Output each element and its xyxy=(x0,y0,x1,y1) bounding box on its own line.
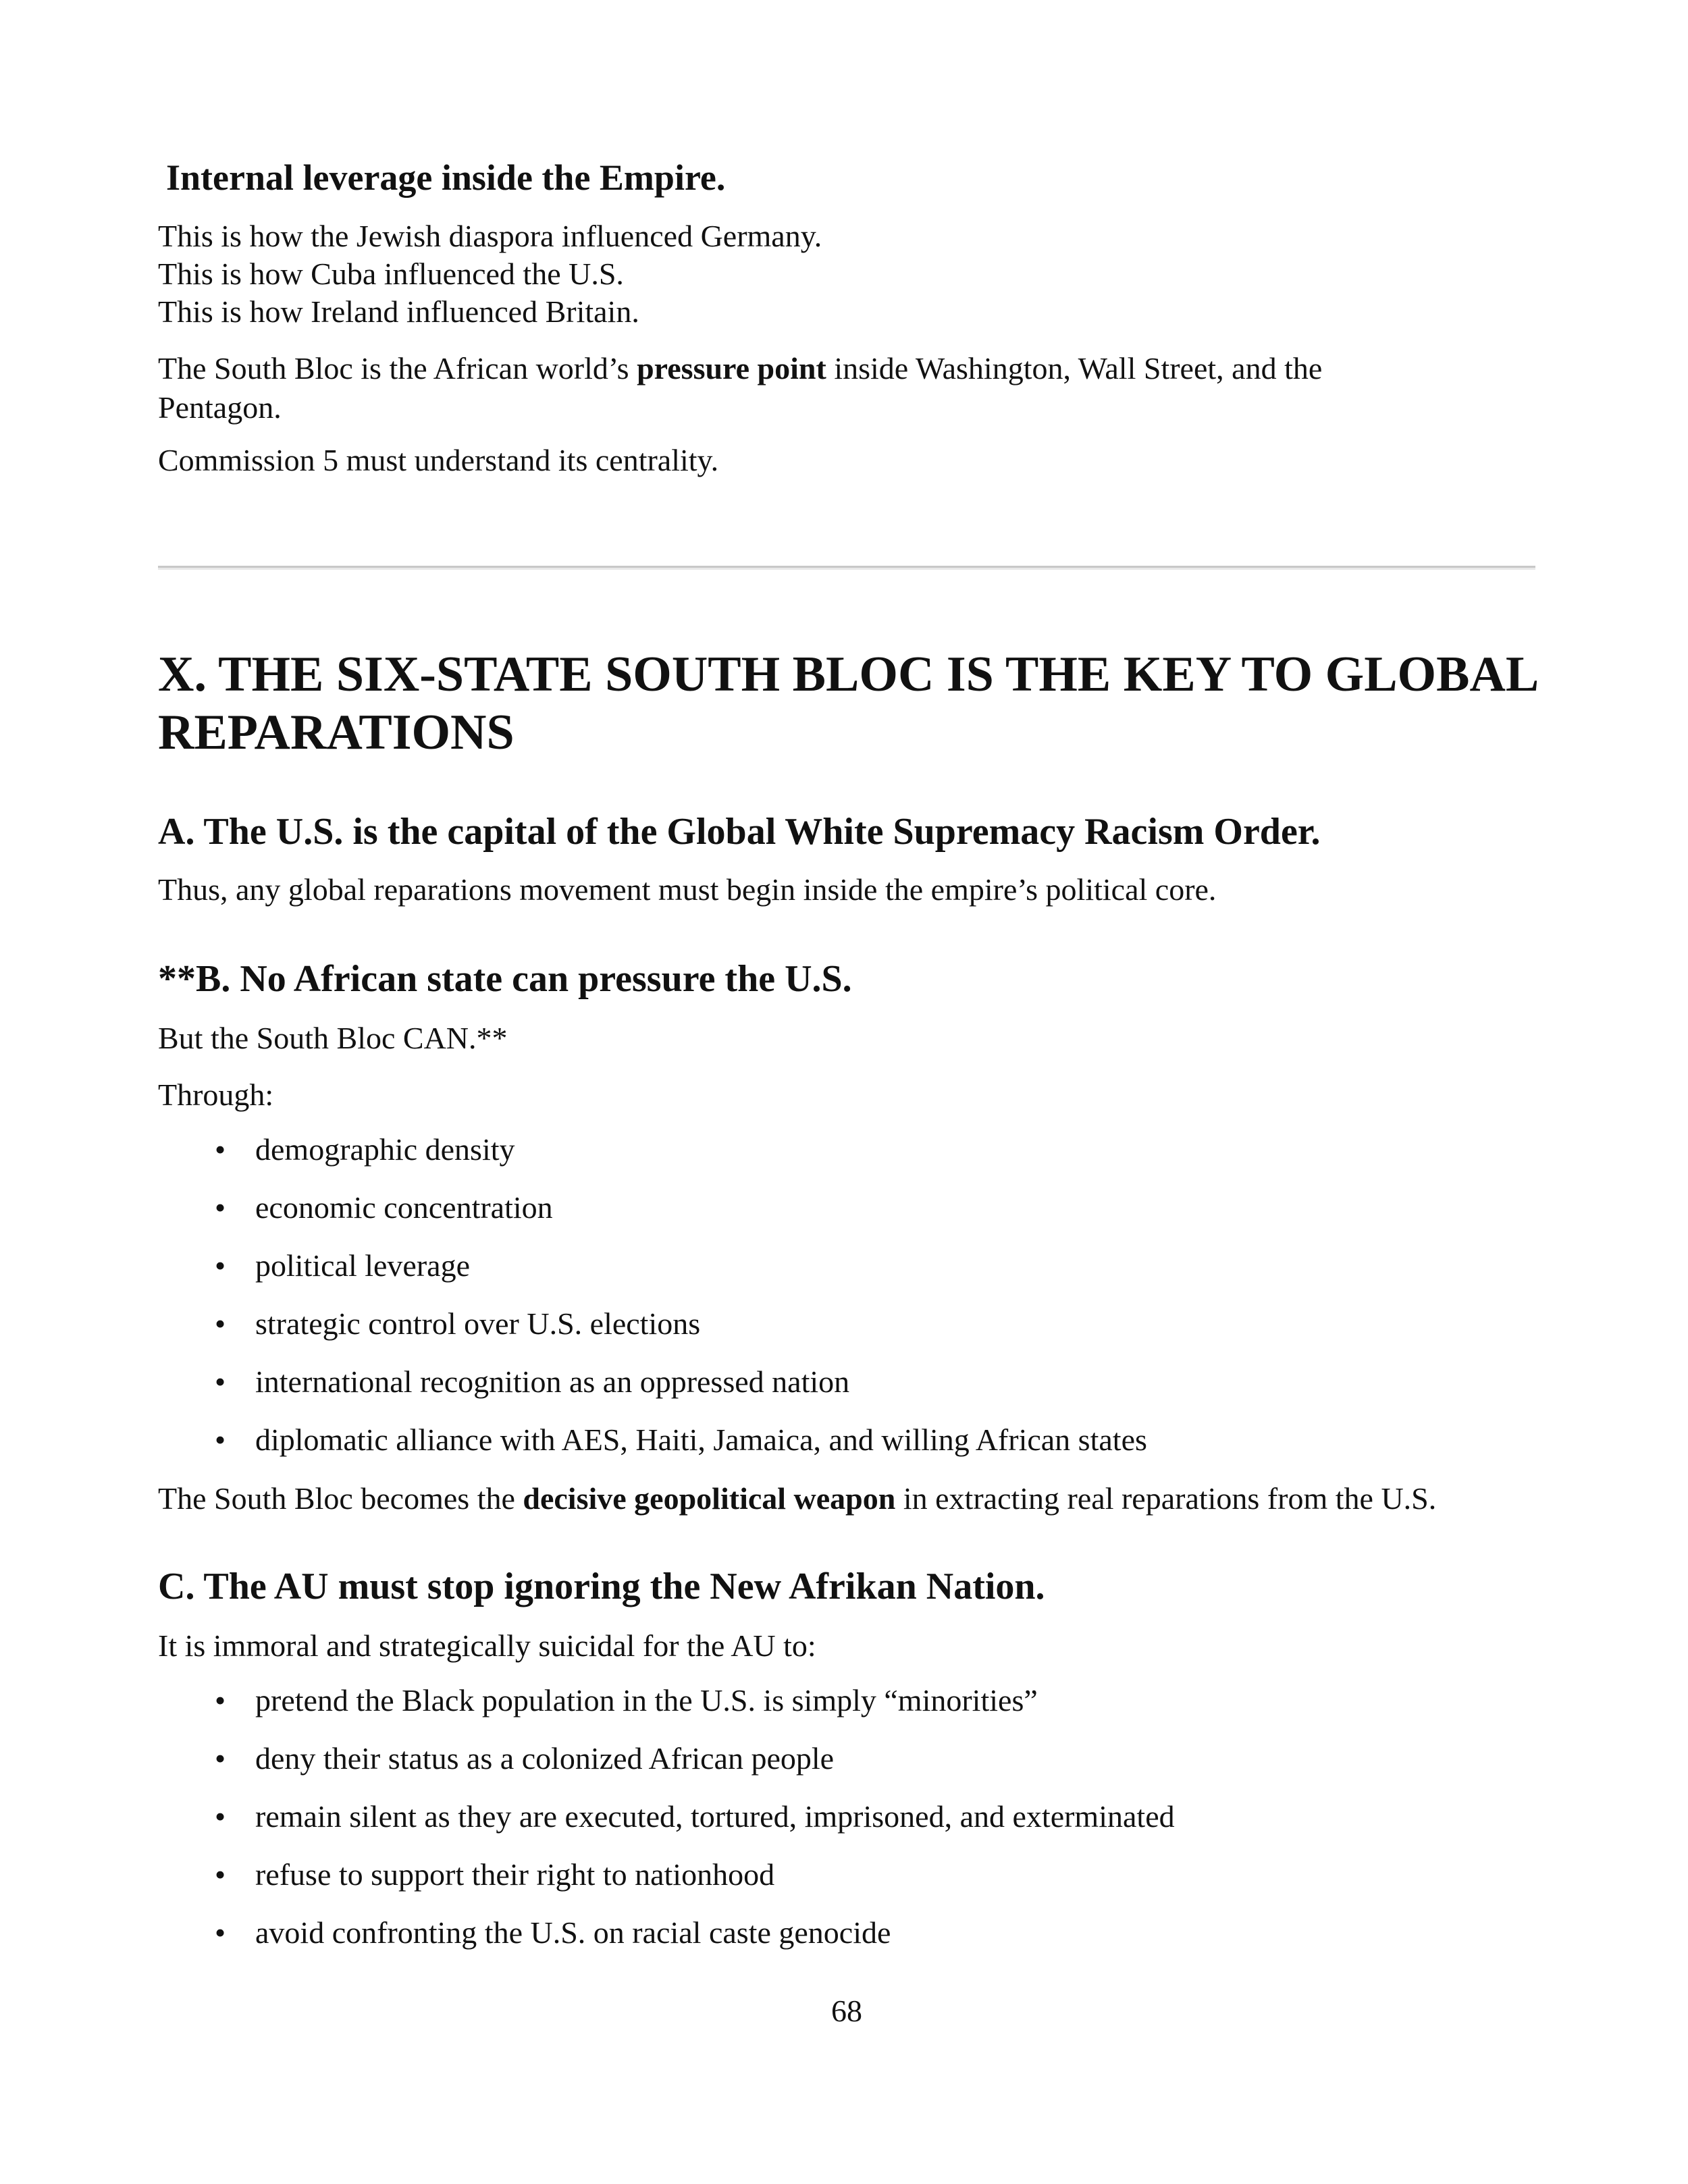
bullet-icon: • xyxy=(215,1248,226,1283)
list-item: • international recognition as an oppressed nation xyxy=(215,1364,850,1399)
intro-heading: Internal leverage inside the Empire. xyxy=(166,157,726,198)
bullet-icon: • xyxy=(215,1364,226,1399)
bullet-icon: • xyxy=(215,1799,226,1834)
list-item: • pretend the Black population in the U.S. is simply “minorities” xyxy=(215,1683,1038,1717)
list-item: • strategic control over U.S. elections xyxy=(215,1306,701,1341)
page-number: 68 xyxy=(831,1994,862,2028)
pressure-point-emphasis: pressure point xyxy=(637,351,826,385)
list-item: • demographic density xyxy=(215,1132,515,1167)
conclusion-text: The South Bloc becomes the xyxy=(158,1481,523,1516)
intro-line-2: This is how Cuba influenced the U.S. xyxy=(158,257,624,291)
list-item: • avoid confronting the U.S. on racial caste genocide xyxy=(215,1915,891,1950)
subsection-c-text: It is immoral and strategically suicidal for the AU to: xyxy=(158,1628,816,1663)
list-item: • diplomatic alliance with AES, Haiti, Jamaica, and willing African states xyxy=(215,1422,1147,1457)
bullet-icon: • xyxy=(215,1915,226,1950)
intro-line-1: This is how the Jewish diaspora influenced Germany. xyxy=(158,219,822,253)
bullet-icon: • xyxy=(215,1306,226,1341)
pressure-paragraph-text-end: inside Washington, Wall Street, and the xyxy=(826,351,1323,385)
list-item: • economic concentration xyxy=(215,1190,553,1225)
pressure-paragraph xyxy=(158,348,1322,389)
bullet-icon: • xyxy=(215,1741,226,1776)
list-item: • refuse to support their right to nationhood xyxy=(215,1857,775,1892)
decisive-weapon-emphasis: decisive geopolitical weapon xyxy=(523,1481,896,1516)
conclusion-text-end: in extracting real reparations from the U.S. xyxy=(895,1481,1437,1516)
bullet-icon: • xyxy=(215,1857,226,1892)
subsection-a-heading: A. The U.S. is the capital of the Global White Supremacy Racism Order. xyxy=(158,811,1321,853)
subsection-b-heading: **B. No African state can pressure the U.S. xyxy=(158,958,852,1000)
bullet-icon: • xyxy=(215,1190,226,1225)
bullet-icon: • xyxy=(215,1422,226,1457)
list-item: • remain silent as they are executed, tortured, imprisoned, and exterminated xyxy=(215,1799,1175,1834)
intro-line-3: This is how Ireland influenced Britain. xyxy=(158,294,639,329)
section-title-line-1: X. THE SIX-STATE SOUTH BLOC IS THE KEY TO GLOBAL xyxy=(158,647,1539,702)
subsection-c-heading: C. The AU must stop ignoring the New Afrikan Nation. xyxy=(158,1566,1045,1607)
list-item: • political leverage xyxy=(215,1248,471,1283)
subsection-b-text-2: Through: xyxy=(158,1077,274,1112)
subsection-b-conclusion xyxy=(158,1479,1436,1519)
section-divider xyxy=(158,566,1535,570)
subsection-a-text: Thus, any global reparations movement must begin inside the empire’s political core. xyxy=(158,872,1217,907)
bullet-icon: • xyxy=(215,1132,226,1167)
section-title-line-2: REPARATIONS xyxy=(158,705,515,760)
subsection-b-text-1: But the South Bloc CAN.** xyxy=(158,1021,508,1055)
pressure-paragraph-text: The South Bloc is the African world’s xyxy=(158,351,637,385)
bullet-icon: • xyxy=(215,1683,226,1717)
list-item: • deny their status as a colonized African people xyxy=(215,1741,835,1776)
commission-line: Commission 5 must understand its centrality. xyxy=(158,443,719,477)
pressure-paragraph-line-2: Pentagon. xyxy=(158,390,282,425)
